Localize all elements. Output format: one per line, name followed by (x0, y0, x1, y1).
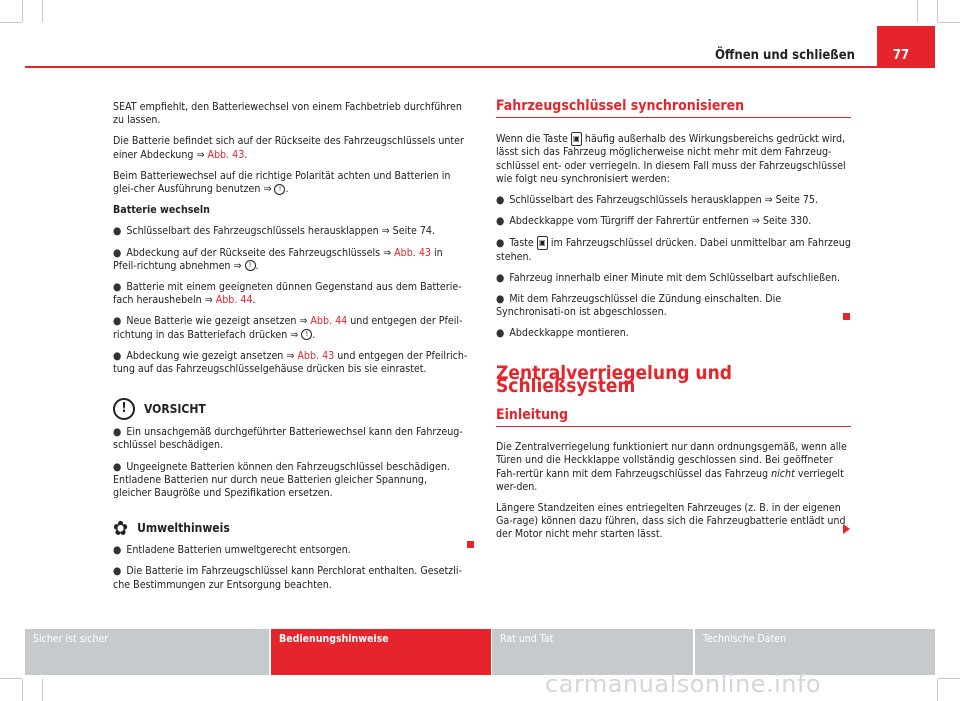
watermark: carmanualsonline.info (545, 670, 822, 698)
paragraph: Beim Batteriewechsel auf die richtige Polarität achten und Batterien in glei-cher Ausführung benutzen ⇒ ! . (113, 169, 451, 196)
list-item: ● Schlüsselbart des Fahrzeugschlüssels herausklappen ⇒ Seite 74. (113, 225, 435, 238)
key-button-icon: ▣ (571, 132, 582, 146)
paragraph: Längere Standzeiten eines entriegelten Fahrzeuges (z. B. in der eigenen Ga-rage) können dazu führen, dass sich die Fahrzeugbatterie entlädt und der Motor nicht mehr starten lässt. (496, 502, 846, 541)
list-item: ● Mit dem Fahrzeugschlüssel die Zündung einschalten. Die Synchronisati-on ist abgeschlossen. (496, 293, 782, 319)
crop-mark (937, 679, 938, 701)
paragraph: Wenn die Taste ▣ häufig außerhalb des Wirkungsbereichs gedrückt wird, lässt sich das Fahrzeug möglicherweise nicht mehr mit dem Fahrzeug-schlüssel ent- oder verriegeln. In diesem Fall muss der Fahrzeugschlüssel wie folgt neu synchronisiert werden: (496, 133, 846, 185)
list-item: ● Abdeckung auf der Rückseite des Fahrzeugschlüssels ⇒ Abb. 43 in Pfeil-richtung abnehmen ⇒ ! . (113, 246, 443, 272)
paragraph: Die Zentralverriegelung funktioniert nur dann ordnungsgemäß, wenn alle Türen und die Heckklappe vollständig geschlossen sind. Bei geöffneter Fah-rertür kann mit dem Fahrzeugschlüssel das Fahrzeug nicht verriegelt wer-den. (496, 441, 847, 493)
figure-link[interactable]: Abb. 43 (297, 349, 335, 362)
page-number: 77 (892, 48, 910, 63)
flower-environment-icon: ✿ (113, 516, 129, 541)
crop-mark (22, 679, 23, 701)
crop-mark (917, 0, 918, 22)
crop-mark (938, 678, 960, 679)
list-item: ● Ungeeignete Batterien können den Fahrzeugschlüssel beschädigen. Entladene Batterien nur durch neue Batterien gleicher Spannung, gleicher Baugröße und Spezifikation ersetzen. (113, 460, 450, 500)
figure-link[interactable]: Abb. 44 (215, 294, 253, 307)
crop-mark (42, 0, 43, 22)
crop-mark (42, 679, 43, 701)
warning-ref-icon[interactable]: ! (301, 329, 312, 340)
section-end-marker (467, 541, 474, 548)
figure-link[interactable]: Abb. 43 (207, 148, 245, 161)
tab-technische-daten[interactable]: Technische Daten (695, 629, 935, 675)
list-item: ● Abdeckung wie gezeigt ansetzen ⇒ Abb. 43 und entgegen der Pfeilrich-tung auf das Fahrzeugschlüsselgehäuse drücken bis sie einrastet. (113, 349, 468, 376)
figure-link[interactable]: Abb. 44 (310, 315, 348, 328)
tab-sicher-ist-sicher[interactable]: Sicher ist sicher (25, 629, 269, 675)
right-column (496, 100, 851, 550)
figure-link[interactable]: Abb. 43 (394, 246, 431, 259)
exclamation-warning-icon: ! (113, 398, 135, 420)
header-rule (25, 66, 935, 68)
warning-ref-icon[interactable]: ! (245, 260, 256, 271)
tab-bedienungshinweise[interactable]: Bedienungshinweise (271, 629, 491, 675)
chapter-heading: Zentralverriegelung und Schließsystem (496, 361, 733, 397)
section-end-marker (843, 313, 850, 320)
list-item: ● Fahrzeug innerhalb einer Minute mit dem Schlüsselbart aufschließen. (496, 271, 841, 284)
page-header-title: Öffnen und schließen (714, 48, 855, 63)
crop-mark (22, 0, 23, 22)
section-heading: Fahrzeugschlüssel synchronisieren (496, 100, 851, 118)
continue-arrow-icon (843, 524, 850, 534)
caution-heading: ! VORSICHT (113, 398, 468, 420)
list-item: ● Entladene Batterien umweltgerecht entsorgen. (113, 544, 351, 557)
list-item: ● Neue Batterie wie gezeigt ansetzen ⇒ Abb. 44 und entgegen der Pfeil-richtung in das Batteriefach drücken ⇒ ! . (113, 315, 463, 341)
key-button-icon: ▣ (537, 236, 548, 250)
crop-mark (0, 678, 22, 679)
list-item: ● Batterie mit einem geeigneten dünnen Gegenstand aus dem Batterie-fach heraushebeln ⇒ Abb. 44. (113, 281, 462, 307)
environment-heading: ✿ Umwelthinweis (113, 516, 230, 541)
list-item: ● Abdeckkappe vom Türgriff der Fahrertür entfernen ⇒ Seite 330. (496, 215, 812, 228)
subheading: Batterie wechseln (113, 204, 210, 217)
section-heading: Einleitung (496, 409, 851, 427)
crop-mark (0, 22, 22, 23)
warning-ref-icon[interactable]: ! (274, 184, 285, 195)
crop-mark (938, 22, 960, 23)
list-item: ● Schlüsselbart des Fahrzeugschlüssels herausklappen ⇒ Seite 75. (496, 194, 818, 207)
left-column (113, 101, 468, 600)
list-item: ● Ein unsachgemäß durchgeführter Batteriewechsel kann den Fahrzeug-schlüssel beschädigen. (113, 426, 463, 452)
footer-tab-bar (25, 629, 935, 675)
paragraph: Die Batterie befindet sich auf der Rückseite des Fahrzeugschlüssels unter einer Abdeckung ⇒ Abb. 43. (113, 135, 464, 161)
crop-mark (937, 0, 938, 22)
paragraph: SEAT empfiehlt, den Batteriewechsel von einem Fachbetrieb durchführen zu lassen. (113, 101, 462, 127)
list-item: ● Die Batterie im Fahrzeugschlüssel kann Perchlorat enthalten. Gesetzli-che Bestimmungen zur Entsorgung beachten. (113, 565, 462, 591)
list-item: ● Abdeckkappe montieren. (496, 327, 629, 340)
list-item: ● Taste ▣ im Fahrzeugschlüssel drücken. Dabei unmittelbar am Fahrzeug stehen. (496, 237, 851, 263)
tab-rat-und-tat[interactable]: Rat und Tat (492, 629, 693, 675)
